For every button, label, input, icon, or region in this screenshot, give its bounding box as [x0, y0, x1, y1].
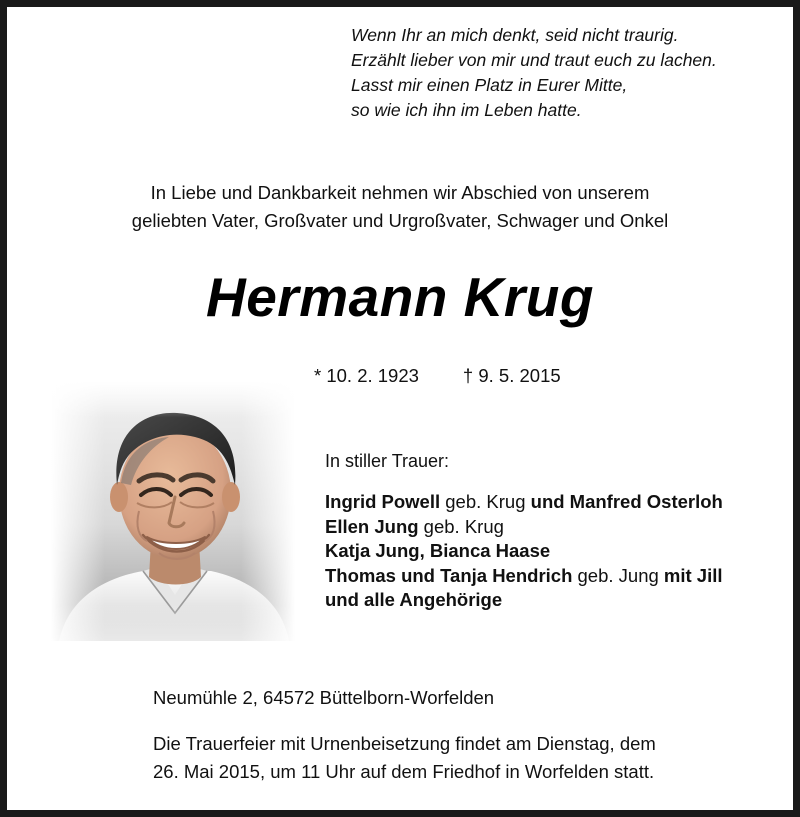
mourner-name: und alle Angehörige [325, 589, 503, 610]
portrait-photo [51, 381, 295, 641]
intro-line-1: In Liebe und Dankbarkeit nehmen wir Abschied von unserem [150, 182, 650, 203]
life-dates [314, 365, 561, 387]
address-line: Neumühle 2, 64572 Büttelborn-Worfelden [153, 687, 495, 708]
deceased-name: Hermann Krug [206, 266, 594, 328]
mourner-name: Katja Jung, Bianca Haase [325, 540, 551, 561]
mourner-relation: geb. Jung [572, 564, 664, 586]
obituary-inner [7, 7, 793, 810]
verse-line-4: so wie ich ihn im Leben hatte. [351, 100, 582, 120]
mourner-relation: geb. Krug [418, 515, 504, 537]
verse-line-1: Wenn Ihr an mich denkt, seid nicht traurig. [351, 25, 679, 45]
death-date: † 9. 5. 2015 [462, 365, 561, 386]
mourning-line-5 [325, 588, 723, 613]
verse-line-2: Erzählt lieber von mir und traut euch zu lachen. [351, 50, 717, 70]
mourner-name: Thomas und Tanja Hendrich [325, 564, 573, 586]
memorial-verse [351, 23, 717, 123]
funeral-info [153, 730, 763, 786]
mourning-line-1 [325, 490, 723, 515]
mourner-relation: geb. Krug [440, 491, 531, 512]
mourning-line-3 [325, 539, 723, 564]
mourner-name: und Manfred Osterloh [530, 491, 723, 512]
mourner-name: mit Jill [663, 564, 723, 586]
mourning-line-2 [325, 515, 723, 540]
portrait-illustration [51, 381, 295, 641]
mourning-list [325, 490, 723, 613]
mourning-line-4 [325, 564, 723, 589]
intro-text [7, 179, 793, 235]
verse-line-3: Lasst mir einen Platz in Eurer Mitte, [351, 75, 628, 95]
mourner-name: Ellen Jung [325, 515, 419, 537]
funeral-line-1: Die Trauerfeier mit Urnenbeisetzung findet am Dienstag, dem [153, 733, 656, 754]
funeral-line-2: 26. Mai 2015, um 11 Uhr auf dem Friedhof in Worfelden statt. [153, 761, 655, 782]
mourning-label: In stiller Trauer: [325, 451, 450, 471]
mourner-name: Ingrid Powell [325, 491, 441, 512]
intro-line-2: geliebten Vater, Großvater und Urgroßvater, Schwager und Onkel [131, 210, 669, 231]
birth-date: * 10. 2. 1923 [314, 365, 419, 386]
